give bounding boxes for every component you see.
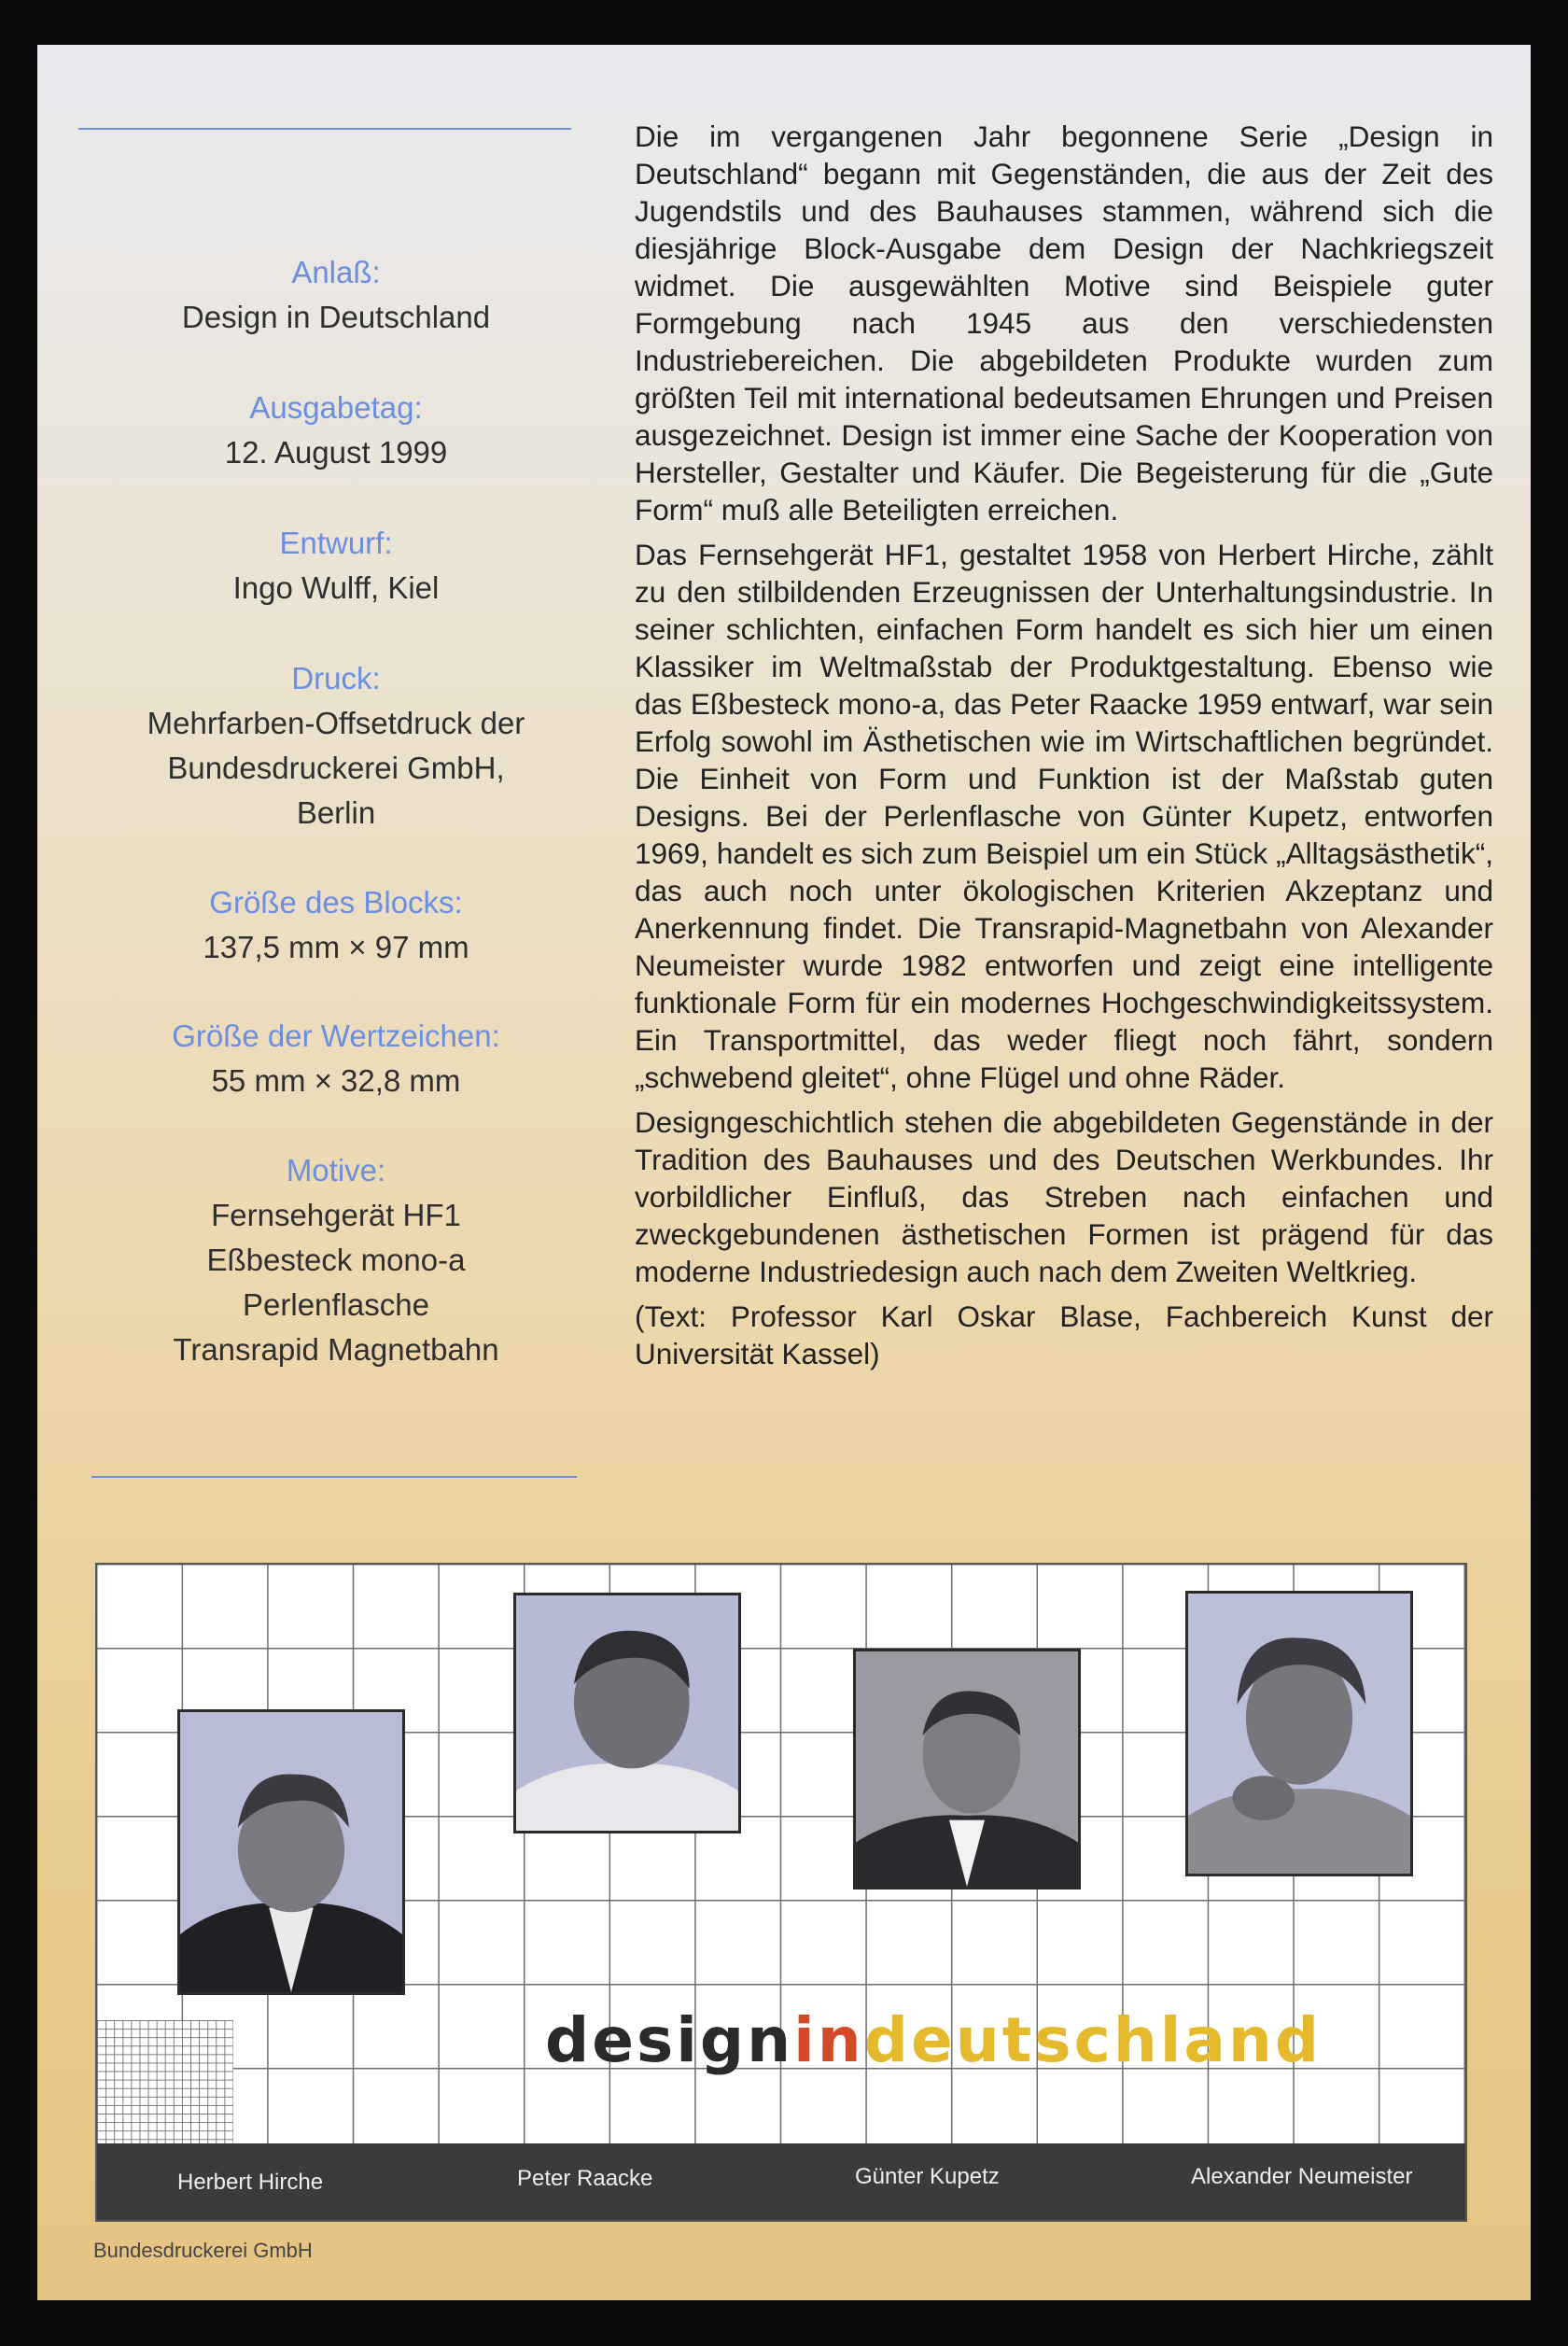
stamp-block bbox=[95, 1563, 1467, 2222]
logo-in: in bbox=[793, 2004, 864, 2076]
meta-value: 137,5 mm × 97 mm bbox=[203, 930, 469, 964]
portrait-alexander-neumeister bbox=[1185, 1591, 1413, 1876]
name-alexander-neumeister: Alexander Neumeister bbox=[1191, 2164, 1413, 2189]
name-herbert-hirche: Herbert Hirche bbox=[177, 2170, 324, 2195]
top-divider bbox=[78, 128, 571, 130]
name-peter-raacke: Peter Raacke bbox=[517, 2166, 653, 2191]
bottom-divider bbox=[91, 1476, 577, 1478]
paragraph: Das Fernsehgerät HF1, gestaltet 1958 von Herbert Hirche, zählt zu den stilbildenden Erzeugnissen der Unterhaltungsindustrie. In seiner schlichten, einfachen Form handelt es sich hier um einen Klassiker im Weltmaßstab der Produktgestaltung. Ebenso wie das Eßbesteck mono-a, das Peter Raacke 1959 entwarf, war sein Erfolg sowohl im Ästhetischen wie im Wirtschaftlichen begründet. Die Einheit von Form und Funktion ist der Maßstab guten Designs. Bei der Perlenflasche von Günter Kupetz, entworfen 1969, handelt es sich zum Beispiel um ein Stück „Alltagsästhetik“, das auch noch unter ökologischen Kriterien Akzeptanz und Anerkennung findet. Die Transrapid-Magnetbahn von Alexander Neumeister wurde 1982 entworfen und zeigt eine intelligente funktionale Form für ein modernes Hochgeschwindigkeitssystem. Ein Transportmittel, das weder fliegt noch fährt, sondern „schwebend gleitet“, ohne Flügel und ohne Räder. bbox=[635, 538, 1493, 1094]
meta-label: Anlaß: bbox=[291, 255, 381, 289]
meta-value: Fernsehgerät HF1 Eßbesteck mono-a Perlenflasche Transrapid Magnetbahn bbox=[173, 1198, 499, 1367]
meta-ausgabetag bbox=[112, 386, 560, 475]
paragraph: Designgeschichtlich stehen die abgebildeten Gegenstände in der Tradition des Bauhauses und des Deutschen Werkbundes. Ihr vorbildlicher Einfluß, das Streben nach einfachen und zweckgebundenen ästhetischen Formen ist prägend für das moderne Industriedesign auch nach dem Zweiten Weltkrieg. bbox=[635, 1105, 1493, 1288]
description-text bbox=[635, 118, 1493, 1380]
meta-label: Druck: bbox=[291, 661, 381, 695]
meta-value: Ingo Wulff, Kiel bbox=[232, 570, 440, 605]
meta-motive bbox=[112, 1148, 560, 1372]
designer-names-bar bbox=[97, 2143, 1465, 2220]
meta-label: Ausgabetag: bbox=[249, 390, 423, 425]
portrait-herbert-hirche bbox=[177, 1709, 405, 1995]
meta-label: Größe der Wertzeichen: bbox=[172, 1018, 500, 1053]
meta-label: Größe des Blocks: bbox=[209, 885, 463, 920]
meta-groesse-wertzeichen bbox=[112, 1014, 560, 1103]
name-guenter-kupetz: Günter Kupetz bbox=[855, 2164, 1000, 2189]
meta-druck bbox=[112, 656, 560, 836]
paragraph: Die im vergangenen Jahr begonnene Serie „Design in Deutschland“ begann mit Gegenständen, die aus der Zeit des Jugendstils und des Bauhauses stammen, während sich die diesjährige Block-Ausgabe dem Design der Nachkriegszeit widmet. Die ausgewählten Motive sind Beispiele guter Formgebung nach 1945 aus den verschiedensten Industriebereichen. Die abgebildeten Produkte wurden zum größten Teil mit international bedeutsamen Ehrungen und Preisen ausgezeichnet. Design ist immer eine Sache der Kooperation von Hersteller, Gestalter und Käufer. Die Begeisterung für die „Gute Form“ muß alle Beteiligten erreichen. bbox=[635, 119, 1493, 527]
logo-design: design bbox=[545, 2004, 794, 2076]
portrait-peter-raacke bbox=[513, 1593, 741, 1833]
meta-label: Motive: bbox=[286, 1153, 386, 1187]
meta-anlass bbox=[112, 250, 560, 340]
portrait-guenter-kupetz bbox=[853, 1649, 1081, 1889]
publisher-footer: Bundesdruckerei GmbH bbox=[93, 2239, 313, 2262]
meta-value: 12. August 1999 bbox=[224, 435, 448, 470]
meta-value: 55 mm × 32,8 mm bbox=[211, 1063, 461, 1098]
meta-entwurf bbox=[112, 521, 560, 611]
fine-grid-pattern bbox=[97, 2020, 233, 2145]
meta-label: Entwurf: bbox=[279, 526, 393, 560]
meta-groesse-block bbox=[112, 880, 560, 970]
text-credit: (Text: Professor Karl Oskar Blase, Fachbereich Kunst der Universität Kassel) bbox=[635, 1299, 1493, 1370]
design-in-deutschland-logo bbox=[545, 2003, 1385, 2078]
logo-deutschland: deutschland bbox=[863, 2004, 1323, 2076]
info-sheet bbox=[37, 45, 1531, 2300]
meta-value: Design in Deutschland bbox=[181, 300, 491, 334]
meta-value: Mehrfarben-Offsetdruck der Bundesdruckerei GmbH, Berlin bbox=[147, 706, 525, 830]
